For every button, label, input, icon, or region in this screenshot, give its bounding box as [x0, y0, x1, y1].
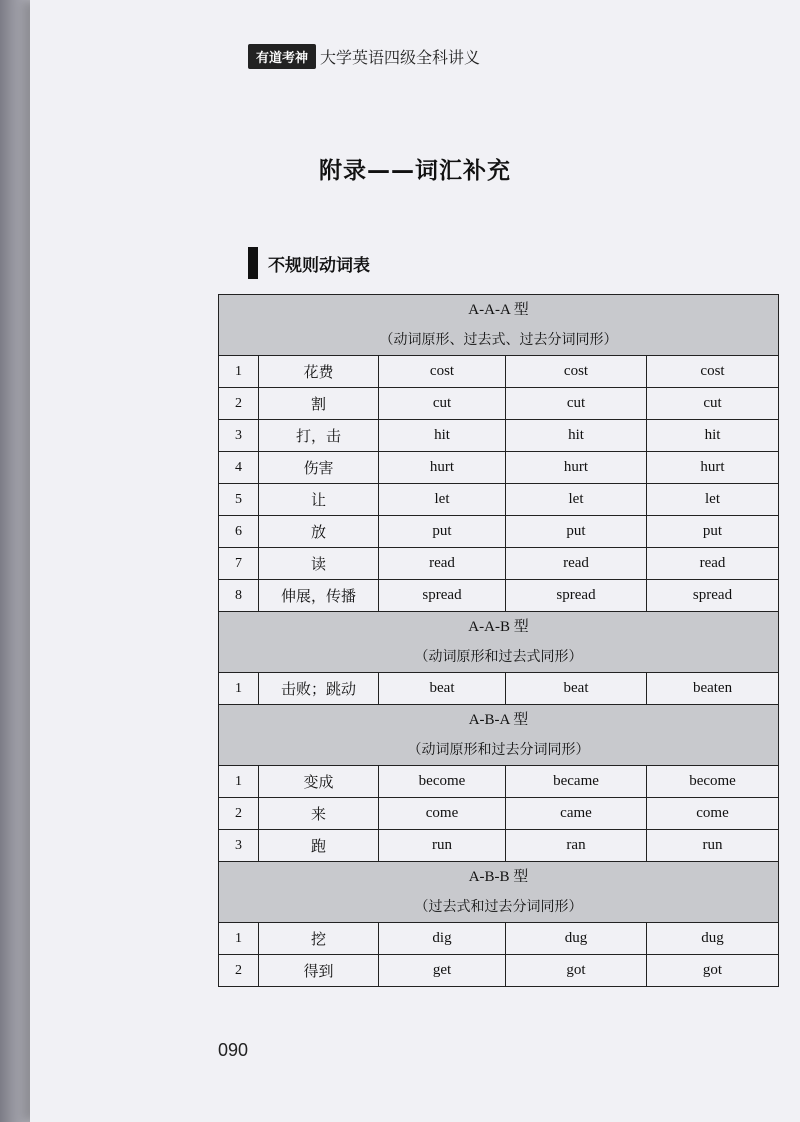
- group-description: （过去式和过去分词同形）: [414, 899, 583, 915]
- past-tense-cell: cost: [506, 356, 647, 388]
- group-header-row: [219, 862, 779, 923]
- verb-row: [219, 516, 779, 548]
- base-form-cell: let: [379, 484, 506, 516]
- past-participle-cell: hurt: [647, 452, 779, 484]
- row-number-cell: 3: [219, 830, 259, 862]
- chinese-meaning-cell: 让: [259, 484, 379, 516]
- verb-row: [219, 356, 779, 388]
- base-form-cell: read: [379, 548, 506, 580]
- past-tense-cell: let: [506, 484, 647, 516]
- base-form-cell: dig: [379, 923, 506, 955]
- page-number: 090: [218, 1040, 249, 1060]
- chinese-meaning-cell: 割: [259, 388, 379, 420]
- row-number-cell: 2: [219, 955, 259, 987]
- row-number-cell: 5: [219, 484, 259, 516]
- past-participle-cell: put: [647, 516, 779, 548]
- row-number-cell: 6: [219, 516, 259, 548]
- base-form-cell: cost: [379, 356, 506, 388]
- row-number-cell: 4: [219, 452, 259, 484]
- group-header-row: [219, 295, 779, 356]
- book-title: 大学英语四级全科讲义: [320, 47, 481, 67]
- group-header-cell: [219, 705, 779, 766]
- base-form-cell: hurt: [379, 452, 506, 484]
- section-heading: [248, 247, 370, 279]
- row-number-cell: 1: [219, 766, 259, 798]
- base-form-cell: beat: [379, 673, 506, 705]
- group-header-cell: [219, 612, 779, 673]
- section-title: 不规则动词表: [268, 255, 370, 276]
- verb-row: [219, 484, 779, 516]
- base-form-cell: become: [379, 766, 506, 798]
- past-tense-cell: read: [506, 548, 647, 580]
- book-spine-shadow: [0, 0, 30, 1122]
- group-header-cell: [219, 295, 779, 356]
- page-title: 附录——词汇补充: [319, 158, 511, 184]
- past-participle-cell: got: [647, 955, 779, 987]
- past-tense-cell: ran: [506, 830, 647, 862]
- chinese-meaning-cell: 伤害: [259, 452, 379, 484]
- verb-row: [219, 388, 779, 420]
- verb-row: [219, 580, 779, 612]
- chinese-meaning-cell: 来: [259, 798, 379, 830]
- row-number-cell: 3: [219, 420, 259, 452]
- group-header-row: [219, 705, 779, 766]
- base-form-cell: come: [379, 798, 506, 830]
- row-number-cell: 2: [219, 388, 259, 420]
- past-participle-cell: beaten: [647, 673, 779, 705]
- row-number-cell: 1: [219, 673, 259, 705]
- past-participle-cell: cut: [647, 388, 779, 420]
- verb-row: [219, 798, 779, 830]
- past-participle-cell: cost: [647, 356, 779, 388]
- running-header: [248, 44, 480, 68]
- chinese-meaning-cell: 放: [259, 516, 379, 548]
- chinese-meaning-cell: 跑: [259, 830, 379, 862]
- base-form-cell: run: [379, 830, 506, 862]
- group-header-row: [219, 612, 779, 673]
- verb-row: [219, 548, 779, 580]
- past-participle-cell: come: [647, 798, 779, 830]
- base-form-cell: cut: [379, 388, 506, 420]
- verb-row: [219, 766, 779, 798]
- past-tense-cell: became: [506, 766, 647, 798]
- past-tense-cell: hurt: [506, 452, 647, 484]
- past-participle-cell: dug: [647, 923, 779, 955]
- verb-row: [219, 452, 779, 484]
- past-participle-cell: become: [647, 766, 779, 798]
- past-participle-cell: spread: [647, 580, 779, 612]
- past-tense-cell: put: [506, 516, 647, 548]
- base-form-cell: spread: [379, 580, 506, 612]
- group-description: （动词原形、过去式、过去分词同形）: [379, 332, 618, 348]
- past-participle-cell: hit: [647, 420, 779, 452]
- chinese-meaning-cell: 读: [259, 548, 379, 580]
- past-tense-cell: spread: [506, 580, 647, 612]
- group-header-cell: [219, 862, 779, 923]
- verb-row: [219, 923, 779, 955]
- past-tense-cell: got: [506, 955, 647, 987]
- chinese-meaning-cell: 伸展，传播: [259, 580, 379, 612]
- verb-row: [219, 830, 779, 862]
- group-type-label: A-A-A 型: [468, 302, 529, 318]
- chinese-meaning-cell: 变成: [259, 766, 379, 798]
- verb-row: [219, 955, 779, 987]
- past-tense-cell: dug: [506, 923, 647, 955]
- section-marker: [248, 247, 258, 279]
- base-form-cell: get: [379, 955, 506, 987]
- chinese-meaning-cell: 得到: [259, 955, 379, 987]
- past-participle-cell: read: [647, 548, 779, 580]
- irregular-verb-table: [218, 294, 779, 987]
- chinese-meaning-cell: 挖: [259, 923, 379, 955]
- row-number-cell: 2: [219, 798, 259, 830]
- chinese-meaning-cell: 打，击: [259, 420, 379, 452]
- row-number-cell: 1: [219, 356, 259, 388]
- past-tense-cell: beat: [506, 673, 647, 705]
- chinese-meaning-cell: 花费: [259, 356, 379, 388]
- past-participle-cell: let: [647, 484, 779, 516]
- group-type-label: A-B-B 型: [468, 869, 529, 885]
- group-type-label: A-B-A 型: [468, 712, 529, 728]
- group-description: （动词原形和过去式同形）: [414, 649, 583, 665]
- base-form-cell: hit: [379, 420, 506, 452]
- base-form-cell: put: [379, 516, 506, 548]
- brand-logo: 有道考神: [248, 44, 316, 69]
- past-tense-cell: came: [506, 798, 647, 830]
- verb-row: [219, 420, 779, 452]
- row-number-cell: 1: [219, 923, 259, 955]
- chinese-meaning-cell: 击败；跳动: [259, 673, 379, 705]
- past-tense-cell: cut: [506, 388, 647, 420]
- group-type-label: A-A-B 型: [468, 619, 529, 635]
- past-participle-cell: run: [647, 830, 779, 862]
- group-description: （动词原形和过去分词同形）: [407, 742, 590, 758]
- past-tense-cell: hit: [506, 420, 647, 452]
- row-number-cell: 8: [219, 580, 259, 612]
- verb-row: [219, 673, 779, 705]
- row-number-cell: 7: [219, 548, 259, 580]
